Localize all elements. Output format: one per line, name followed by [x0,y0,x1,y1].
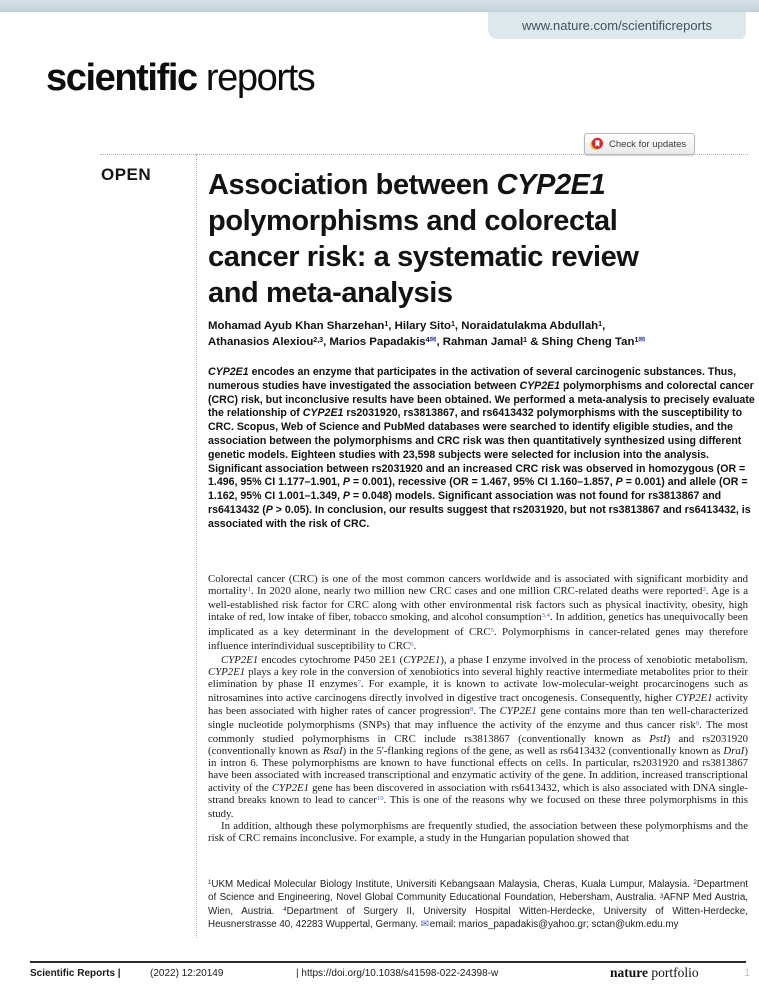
footer-citation: (2022) 12:20149 [150,968,224,979]
journal-url-tab[interactable] [488,12,746,39]
article-title: Association between CYP2E1 polymorphisms and colorectal cancer risk: a systematic review and meta-analysis [208,169,639,309]
brand-portfolio: portfolio [648,965,699,980]
author-list: Mohamad Ayub Khan Sharzehan$^1$, Hilary Sito$^1$, Noraidatulakma Abdullah$^1$, Athanasios Alexiou$^{2,3}$, Marios Papadakis$^{4✉}$, Rahman Jamal$^1$ & Shing Cheng Tan$^{1✉}$ [208,320,646,348]
check-for-updates-label: Check for updates [609,138,687,150]
dotted-vertical-rule [196,154,197,938]
journal-logo [46,57,314,100]
article-body [208,573,748,844]
nature-portfolio-logo [610,965,699,981]
footer-rule [30,961,746,963]
body-paragraph: In addition, although these polymorphisms are frequently studied, the association between these polymorphisms and the risk of CRC remains inconclusive. For example, a study in the Hungarian population showed that [208,819,748,845]
top-header-bar [0,0,759,12]
logo-reports: reports [196,57,315,99]
footer-journal-name: Scientific Reports | [30,968,121,979]
crossmark-icon [590,137,604,151]
body-paragraph: Colorectal cancer (CRC) is one of the most common cancers worldwide and is associated with significant morbidity and mortality$^1$. In 2020 alone, nearly two million new CRC cases and one million CRC-related deaths were reported$^2$. Age is a well-established risk factor for CRC along with other environmental risk factors such as physical inactivity, obesity, high intake of red, low intake of fiber, tobacco smoking, and alcohol consumption$^{3,4}$. In addition, genetics has unequivocally been implicated as a key determinant in the development of CRC$^5$. Polymorphisms in cancer-related genes may therefore influence interindividual susceptibility to CRC$^6$. [208,573,748,652]
dotted-horizontal-rule [100,154,748,155]
footer-doi-link[interactable]: | https://doi.org/10.1038/s41598-022-24398-w [296,968,499,979]
open-access-label: OPEN [101,165,152,184]
journal-url: www.nature.com/scientificreports [521,18,712,33]
page-number: 1 [744,967,751,979]
check-for-updates-button[interactable] [584,133,695,155]
brand-nature: nature [610,965,649,980]
body-paragraph: CYP2E1 encodes cytochrome P450 2E1 (CYP2E1), a phase I enzyme involved in the process of xenobiotic metabolism. CYP2E1 plays a key role in the conversion of xenobiotics into several highly reactive intermediate metabolites prior to their elimination by phase II enzymes$^7$. For example, it is known to activate low-molecular-weight procarcinogens such as nitrosamines into active carcinogens directly involved in digestive tract oncogenesis. Consequently, higher CYP2E1 activity has been associated with higher rates of cancer progression$^8$. The CYP2E1 gene contains more than ten well-characterized single nucleotide polymorphisms (SNPs) that may influence the activity of the enzyme and thus cancer risk$^9$. The most commonly studied polymorphisms in CRC include rs3813867 (conventionally known as PstI) and rs2031920 (conventionally known as RsaI) in the 5'-flanking regions of the gene, as well as rs6413432 (conventionally known as DraI) in intron 6. These polymorphisms are known to have functional effects on cells. In particular, rs2031920 and rs3813867 have been associated with increased transcriptional and enzymatic activity of the gene. In addition, increased transcriptional activity of the CYP2E1 gene has been discovered in association with rs6413432, which is also associated with DNA single-strand breaks known to lead to cancer$^{10}$. This is one of the reasons why we focused on these three polymorphisms in this study. [208,653,749,820]
logo-scientific: scientific [46,57,197,99]
abstract-text: CYP2E1 encodes an enzyme that participates in the activation of several carcinogenic substances. Thus, numerous studies have investigated the association between CYP2E1 polymorphisms and colorectal cancer (CRC) risk, but inconclusive results have been obtained. We performed a meta-analysis to precisely evaluate the relationship of CYP2E1 rs2031920, rs3813867, and rs6413432 polymorphisms with the susceptibility to CRC. Scopus, Web of Science and PubMed databases were searched to identify eligible studies, and the association between the polymorphisms and CRC risk was then quantitatively synthesized using different genetic models. Eighteen studies with 23,598 subjects were selected for inclusion into the analysis. Significant association between rs2031920 and an increased CRC risk was observed in homozygous (OR = 1.496, 95% CI 1.177–1.901, P = 0.001), recessive (OR = 1.467, 95% CI 1.160–1.857, P = 0.001) and allele (OR = 1.162, 95% CI 1.001–1.349, P = 0.048) models. Significant association was not found for rs3813867 and rs6413432 (P > 0.05). In conclusion, our results suggest that rs2031920, but not rs3813867 and rs6413432, is associated with the risk of CRC. [208,366,755,530]
affiliations-text: $^1$UKM Medical Molecular Biology Institute, Universiti Kebangsaan Malaysia, Cheras, Kuala Lumpur, Malaysia. $^2$Department of Science and Engineering, Novel Global Community Educational Foundation, Hebersham, Australia. $^3$AFNP Med Austria, Wien, Austria. $^4$Department of Surgery II, University Hospital Witten-Herdecke, University of Witten-Herdecke, Heusnerstrasse 40, 42283 Wuppertal, Germany. ✉email: marios_papadakis@yahoo.gr; sctan@ukm.edu.my [208,879,749,931]
